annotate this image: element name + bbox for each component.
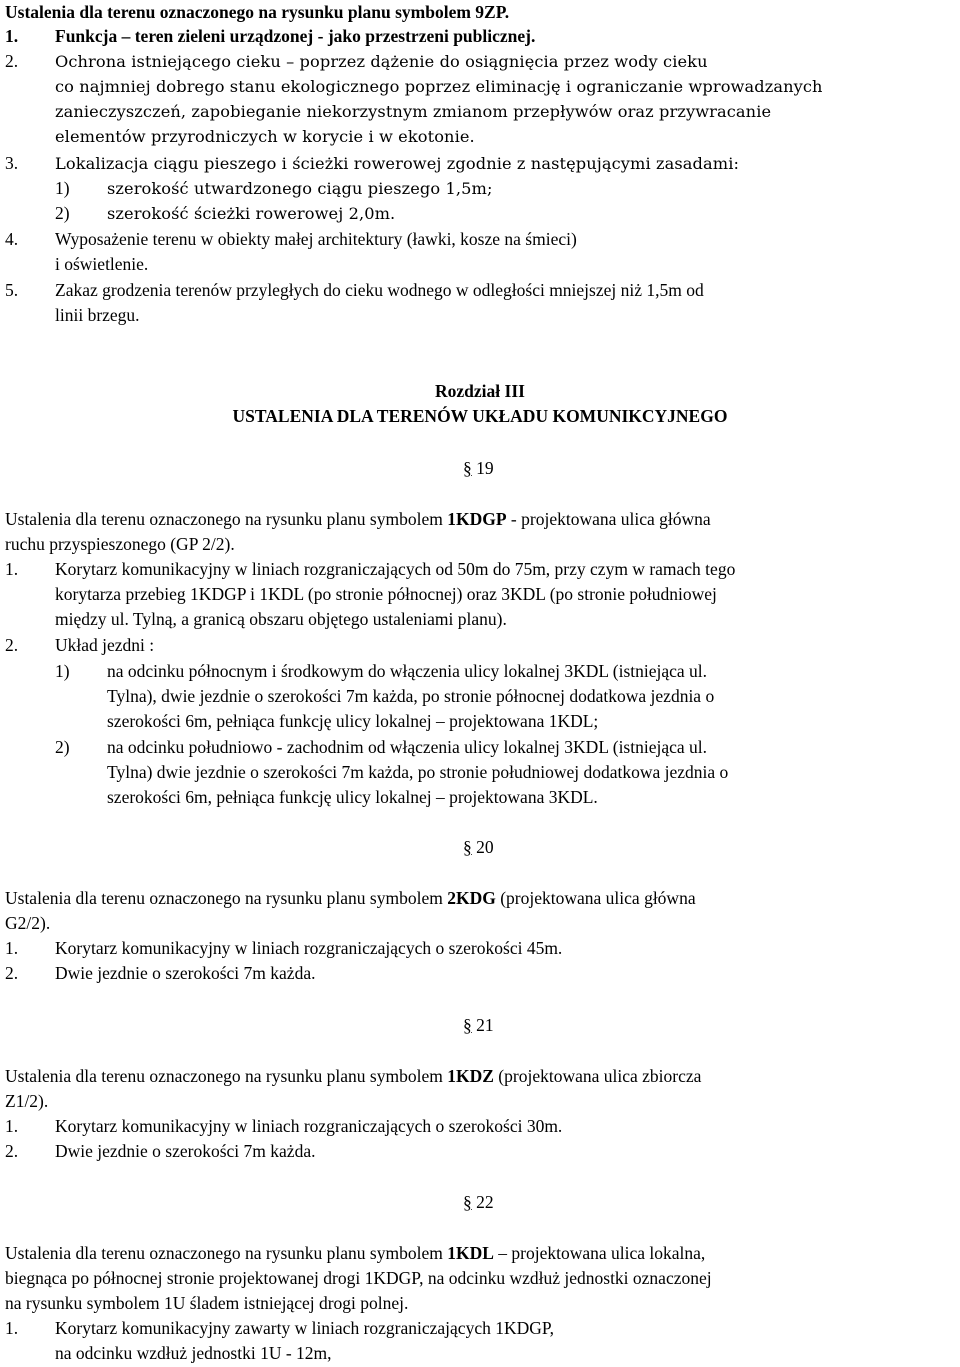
paragraph-19-marker [463,456,494,482]
symbol-1kdl: 1KDL [447,1243,494,1263]
paragraph-number: 19 [476,458,494,478]
paragraph-number: 21 [476,1015,494,1035]
item-number: 2. [5,635,19,655]
item-number: 4. [5,229,19,249]
paragraph-21-intro: Ustalenia dla terenu oznaczonego na rysunku planu symbolem 1KDZ (projektowana ulica zbiorcza [5,1066,702,1086]
item-text-line: na odcinku wzdłuż jednostki 1U - 12m, [55,1343,332,1363]
section-9zp-heading: Ustalenia dla terenu oznaczonego na rysunku planu symbolem 9ZP. [5,2,510,22]
item-text-line: Ochrona istniejącego cieku – poprzez dążenie do osiągnięcia przez wody cieku [55,52,708,71]
item-text: Korytarz komunikacyjny w liniach rozgraniczających o szerokości 30m. [55,1116,563,1136]
paragraph-20-marker [463,835,494,861]
paragraph-22-intro-line3: na rysunku symbolem 1U śladem istniejącej drogi polnej. [5,1293,409,1313]
item-text-line: Wyposażenie terenu w obiekty małej architektury (ławki, kosze na śmieci) [55,229,577,249]
paragraph-20-intro: Ustalenia dla terenu oznaczonego na rysunku planu symbolem 2KDG (projektowana ulica główna [5,888,696,908]
item-text-line: między ul. Tylną, a granicą obszaru objętego ustaleniami planu). [55,609,507,629]
item-text-line: Zakaz grodzenia terenów przyległych do cieku wodnego w odległości mniejszej niż 1,5m od [55,280,704,300]
item-text-line: i oświetlenie. [55,254,149,274]
item-text-line: Korytarz komunikacyjny w liniach rozgraniczających od 50m do 75m, przy czym w ramach tego [55,559,736,579]
subitem-text-line: szerokości 6m, pełniąca funkcję ulicy lokalnej – projektowana 3KDL. [107,787,598,807]
paragraph-22-intro-line2: biegnąca po północnej stronie projektowanej drogi 1KDGP, na odcinku wzdłuż jednostki oznaczonej [5,1268,712,1288]
subitem-text: szerokość utwardzonego ciągu pieszego 1,5m; [107,179,493,198]
item-text: Dwie jezdnie o szerokości 7m każda. [55,1141,316,1161]
item-number: 3. [5,153,19,173]
symbol-1kdgp: 1KDGP [447,509,507,529]
paragraph-number: 20 [476,837,494,857]
item-text-line: korytarza przebieg 1KDGP i 1KDL (po stronie północnej) oraz 3KDL (po stronie południowej [55,584,717,604]
subitem-text-line: na odcinku północnym i środkowym do włączenia ulicy lokalnej 3KDL (istniejąca ul. [107,661,708,681]
item-text: Dwie jezdnie o szerokości 7m każda. [55,963,316,983]
item-number: 2. [5,51,19,71]
subitem-number: 2) [55,737,70,757]
item-number: 1. [5,26,19,46]
subitem-text-line: na odcinku południowo - zachodnim od włączenia ulicy lokalnej 3KDL (istniejąca ul. [107,737,708,757]
item-text-line: elementów przyrodniczych w korycie i w ekotonie. [55,127,475,146]
paragraph-20-intro-line2: G2/2). [5,913,51,933]
paragraph-19-intro: Ustalenia dla terenu oznaczonego na rysunku planu symbolem 1KDGP - projektowana ulica główna [5,509,711,529]
subitem-text-line: Tylna), dwie jezdnie o szerokości 7m każda, po stronie północnej dodatkowa jezdnia o [107,686,715,706]
item-text-line: co najmniej dobrego stanu ekologicznego poprzez eliminację i ograniczanie wprowadzanych [55,77,823,96]
paragraph-sign: § [463,837,472,857]
item-text-line: linii brzegu. [55,305,140,325]
item-number: 2. [5,963,19,983]
paragraph-number: 22 [476,1192,494,1212]
paragraph-22-marker [463,1190,494,1216]
chapter-title: Rozdział III [435,381,525,401]
item-number: 1. [5,559,19,579]
subitem-text: szerokość ścieżki rowerowej 2,0m. [107,204,396,223]
item-text-line: zanieczyszczeń, zapobieganie niekorzystnym zmianom przepływów oraz przywracanie [55,102,772,121]
subitem-number: 1) [55,178,70,198]
symbol-1kdz: 1KDZ [447,1066,494,1086]
subitem-number: 1) [55,661,70,681]
paragraph-sign: § [463,1192,472,1212]
paragraph-19-intro-line2: ruchu przyspieszonego (GP 2/2). [5,534,235,554]
item-text: Lokalizacja ciągu pieszego i ścieżki rowerowej zgodnie z następującymi zasadami: [55,154,740,173]
symbol-2kdg: 2KDG [447,888,496,908]
subitem-text-line: Tylna) dwie jezdnie o szerokości 7m każda, po stronie południowej dodatkowa jezdnia o [107,762,729,782]
paragraph-21-intro-line2: Z1/2). [5,1091,49,1111]
paragraph-sign: § [463,1015,472,1035]
chapter-subtitle: USTALENIA DLA TERENÓW UKŁADU KOMUNIKCYJNEGO [232,406,728,426]
item-number: 2. [5,1141,19,1161]
subitem-number: 2) [55,203,70,223]
item-text: Korytarz komunikacyjny w liniach rozgraniczających o szerokości 45m. [55,938,563,958]
paragraph-21-marker [463,1013,494,1039]
item-text: Układ jezdni : [55,635,155,655]
subitem-text-line: szerokości 6m, pełniąca funkcję ulicy lokalnej – projektowana 1KDL; [107,711,599,731]
paragraph-22-intro: Ustalenia dla terenu oznaczonego na rysunku planu symbolem 1KDL – projektowana ulica lokalna, [5,1243,706,1263]
item-text-line: Korytarz komunikacyjny zawarty w liniach rozgraniczających 1KDGP, [55,1318,555,1338]
item-number: 1. [5,1318,19,1338]
item-number: 5. [5,280,19,300]
paragraph-sign: § [463,458,472,478]
item-text: Funkcja – teren zieleni urządzonej - jako przestrzeni publicznej. [55,26,536,46]
item-number: 1. [5,938,19,958]
item-number: 1. [5,1116,19,1136]
